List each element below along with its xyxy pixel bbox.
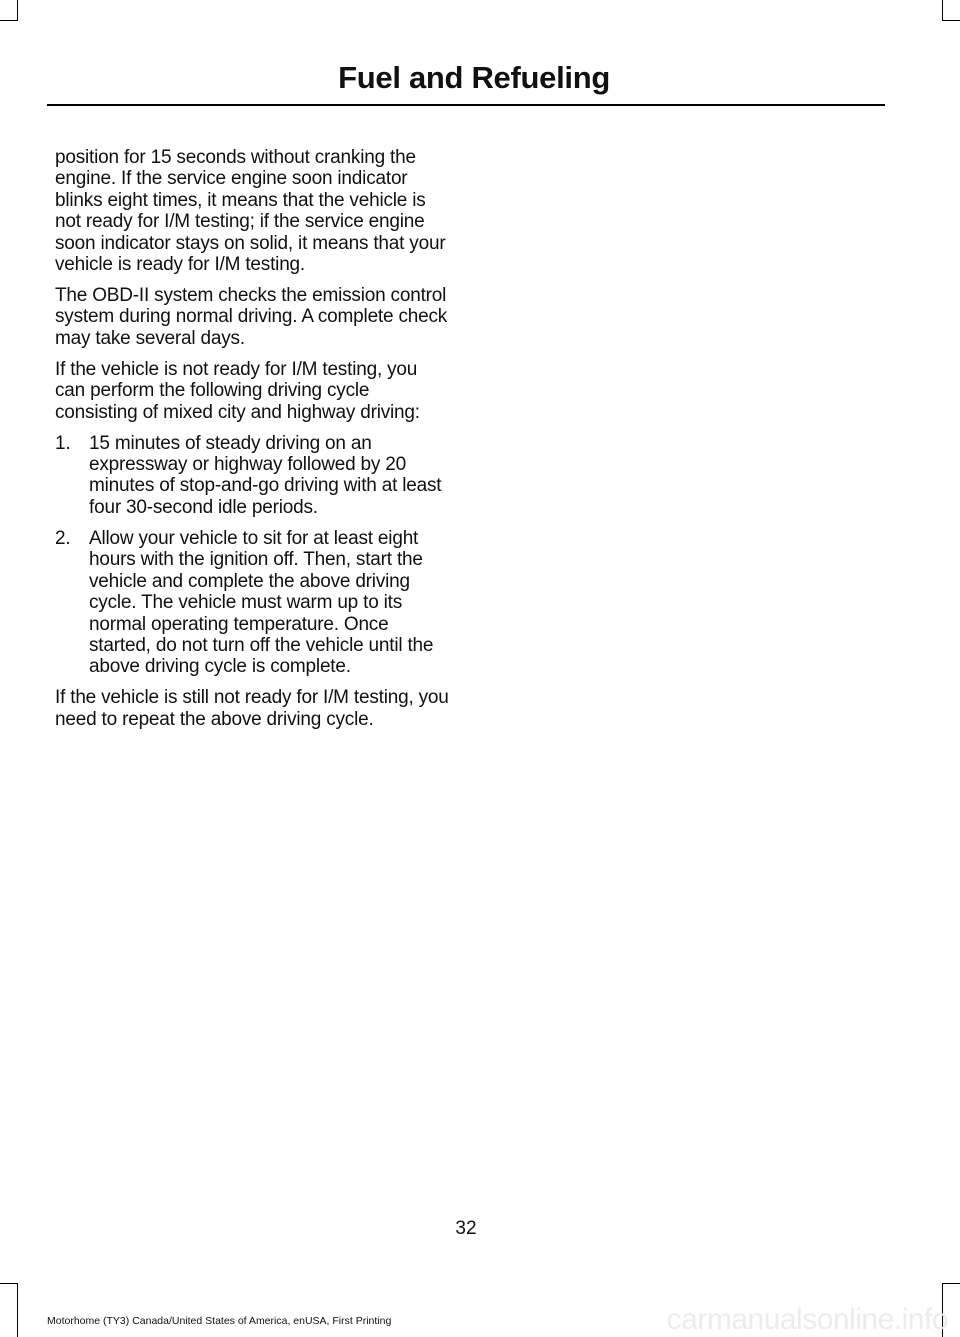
body-column	[55, 147, 449, 740]
header-rule	[47, 104, 885, 106]
crop-mark	[17, 1283, 18, 1337]
page-number: 32	[455, 1218, 477, 1239]
crop-mark	[17, 0, 18, 21]
step-number: 2.	[55, 527, 71, 549]
page-title: Fuel and Refueling	[338, 60, 610, 95]
list-item	[55, 433, 449, 519]
paragraph: position for 15 seconds without cranking the engine. If the service engine soon indicator blinks eight times, it means that the vehicle is not ready for I/M testing; if the service engine soon indicator stays on solid, it means that your vehicle is ready for I/M testing.	[55, 147, 446, 276]
watermark: carmanualsonline.info	[666, 1303, 948, 1336]
edition-footer: Motorhome (TY3) Canada/United States of America, enUSA, First Printing	[47, 1315, 392, 1327]
list-item	[55, 528, 449, 678]
step-number: 1.	[55, 432, 71, 454]
paragraph: The OBD-II system checks the emission control system during normal driving. A complete check may take several days.	[55, 285, 448, 349]
crop-mark	[0, 20, 17, 21]
crop-mark	[942, 0, 943, 21]
crop-mark	[0, 1283, 17, 1284]
crop-mark	[942, 20, 960, 21]
crop-mark	[942, 1283, 960, 1284]
driving-cycle-steps	[55, 433, 449, 678]
paragraph: If the vehicle is not ready for I/M testing, you can perform the following driving cycle consisting of mixed city and highway driving:	[55, 358, 420, 423]
step-text: 15 minutes of steady driving on an expressway or highway followed by 20 minutes of stop-and-go driving with at least four 30-second idle periods.	[89, 432, 442, 518]
step-text: Allow your vehicle to sit for at least eight hours with the ignition off. Then, start the vehicle and complete the above driving cycle. The vehicle must warm up to its normal operating temperature. Once started, do not turn off the vehicle until the above driving cycle is complete.	[89, 527, 434, 678]
paragraph: If the vehicle is still not ready for I/M testing, you need to repeat the above driving cycle.	[55, 687, 449, 730]
